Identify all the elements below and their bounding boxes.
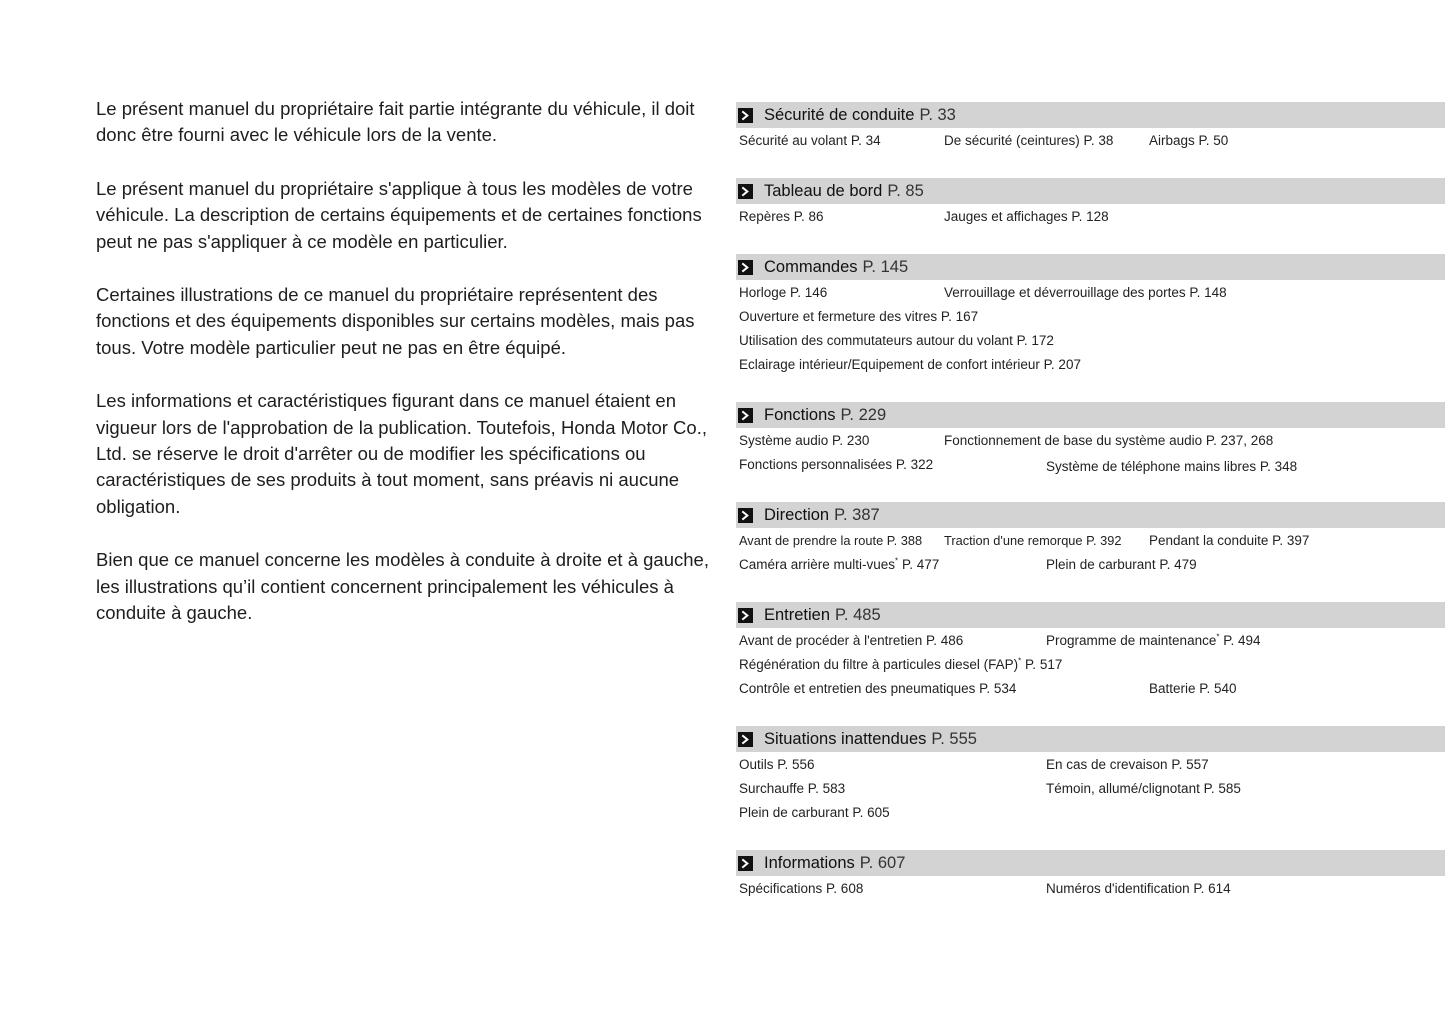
toc-row [736,206,1445,230]
toc-row [736,354,1445,378]
toc-section-title: Sécurité de conduite [764,105,915,124]
toc-link[interactable]: Spécifications P. 608 [739,881,864,896]
toc-link[interactable]: Fonctionnement de base du système audio P. 237, 268 [944,433,1274,448]
toc-section-informations [736,850,1445,902]
toc-section-header[interactable] [736,502,1445,528]
toc-row [736,754,1445,778]
toc-link[interactable]: Batterie P. 540 [1149,681,1237,696]
toc-link[interactable]: Eclairage intérieur/Equipement de confort intérieur P. 207 [739,357,1081,372]
chevron-right-icon [738,108,753,123]
toc-link[interactable]: Plein de carburant P. 479 [1046,557,1197,572]
toc-link[interactable]: Système audio P. 230 [739,433,870,448]
toc-section-title: Fonctions [764,405,836,424]
toc-link[interactable]: Plein de carburant P. 605 [739,805,890,820]
toc-section-title: Direction [764,505,830,524]
intro-paragraph: Le présent manuel du propriétaire fait partie intégrante du véhicule, il doit donc être fourni avec le véhicule lors de la vente. [96,98,695,146]
chevron-right-icon [738,408,753,423]
toc-link[interactable]: Traction d'une remorque P. 392 [944,533,1122,548]
toc-section-situations-inattendues [736,726,1445,826]
toc-section-entretien [736,602,1445,702]
toc-link-page: P. 517 [1025,657,1063,672]
toc-row [736,802,1445,826]
toc-link[interactable]: De sécurité (ceintures) P. 38 [944,133,1114,148]
toc-link[interactable]: Avant de procéder à l'entretien P. 486 [739,633,964,648]
footnote-marker: * [1018,656,1022,666]
toc-link[interactable]: Airbags P. 50 [1149,133,1229,148]
intro-paragraph: Le présent manuel du propriétaire s'applique à tous les modèles de votre véhicule. La description de certains équipements et de certaines fonctions peut ne pas s'appliquer à ce modèle en particulier. [96,177,702,252]
toc-link[interactable]: Ouverture et fermeture des vitres P. 167 [739,309,979,324]
toc-section-title: Commandes [764,257,858,276]
toc-link[interactable]: Surchauffe P. 583 [739,781,846,796]
toc-link-page: P. 477 [901,557,940,572]
toc-link[interactable]: Utilisation des commutateurs autour du volant P. 172 [739,333,1054,348]
toc-section-commandes [736,254,1445,378]
toc-link[interactable]: Contrôle et entretien des pneumatiques P. 534 [739,681,1017,696]
toc-section-page: P. 387 [834,505,880,524]
toc-section-title: Informations [764,853,855,872]
toc-row [736,654,1445,678]
toc-row [736,778,1445,802]
toc-row [736,678,1445,702]
toc-section-page: P. 229 [840,405,887,424]
toc-link[interactable]: Fonctions personnalisées P. 322 [739,457,934,472]
toc-row [736,530,1445,554]
intro-text [96,96,721,654]
toc-link[interactable]: Témoin, allumé/clignotant P. 585 [1046,781,1241,796]
toc-link[interactable]: Jauges et affichages P. 128 [944,209,1109,224]
toc-row [736,454,1445,478]
toc-link[interactable]: Système de téléphone mains libres P. 348 [1046,459,1298,474]
intro-paragraph: Certaines illustrations de ce manuel du propriétaire représentent des fonctions et des équipements disponibles sur certains modèles, mais pas tous. Votre modèle particulier peut ne pas en être équipé. [96,284,695,358]
intro-paragraph: Les informations et caractéristiques figurant dans ce manuel étaient en vigueur lors de l'approbation de la publication. Toutefois, Honda Motor Co., Ltd. se réserve le droit d'arrêter ou de modifier les spécifications ou caractéristiques de ses produits à tout moment, sans préavis ni aucune obligation. [96,390,707,517]
toc-section-fonctions [736,402,1445,478]
toc-link[interactable]: Numéros d'identification P. 614 [1046,881,1231,896]
toc-section-page: P. 607 [859,853,906,872]
toc-link[interactable]: Sécurité au volant P. 34 [739,133,881,148]
toc-section-tableau-de-bord [736,178,1445,230]
toc-section-header[interactable] [736,850,1445,876]
toc-section-header[interactable] [736,102,1445,128]
toc-section-header[interactable] [736,726,1445,752]
toc-link-label: Caméra arrière multi-vues [739,557,896,572]
toc-row [736,630,1445,654]
toc-section-securite [736,102,1445,154]
toc-section-page: P. 33 [919,105,956,124]
table-of-contents [736,102,1445,926]
footnote-marker: * [1216,632,1220,642]
toc-link[interactable]: Repères P. 86 [739,209,824,224]
chevron-right-icon [738,608,753,623]
toc-link[interactable]: En cas de crevaison P. 557 [1046,757,1209,772]
chevron-right-icon [738,184,753,199]
chevron-right-icon [738,260,753,275]
toc-row [736,878,1445,902]
toc-link-label: Programme de maintenance [1046,633,1217,648]
toc-section-header[interactable] [736,178,1445,204]
toc-section-page: P. 145 [862,257,909,276]
toc-section-title: Entretien [764,605,831,624]
toc-row [736,282,1445,306]
toc-link[interactable]: Avant de prendre la route P. 388 [739,533,923,548]
intro-paragraph: Bien que ce manuel concerne les modèles à conduite à droite et à gauche, les illustrations qu’il contient concernent principalement les véhicules à conduite à gauche. [96,549,709,624]
footnote-marker: * [895,556,899,566]
toc-link[interactable] [739,557,939,572]
toc-link[interactable] [739,657,1062,672]
toc-section-page: P. 85 [887,181,924,200]
toc-link-page: P. 494 [1223,633,1261,648]
toc-row [736,430,1445,454]
toc-link[interactable]: Pendant la conduite P. 397 [1149,533,1310,548]
chevron-right-icon [738,508,753,523]
toc-link[interactable] [1046,633,1261,648]
toc-section-page: P. 555 [931,729,977,748]
toc-row [736,130,1445,154]
chevron-right-icon [738,856,753,871]
toc-row [736,330,1445,354]
toc-link[interactable]: Outils P. 556 [739,757,815,772]
toc-section-header[interactable] [736,602,1445,628]
toc-link-label: Régénération du filtre à particules diesel (FAP) [739,657,1019,672]
toc-section-page: P. 485 [835,605,881,624]
toc-row [736,554,1445,578]
toc-section-header[interactable] [736,254,1445,280]
toc-section-header[interactable] [736,402,1445,428]
toc-section-title: Situations inattendues [764,729,927,748]
toc-link[interactable]: Verrouillage et déverrouillage des portes P. 148 [944,285,1227,300]
chevron-right-icon [738,732,753,747]
toc-section-title: Tableau de bord [764,181,883,200]
toc-link[interactable]: Horloge P. 146 [739,285,828,300]
toc-section-direction [736,502,1445,578]
toc-row [736,306,1445,330]
